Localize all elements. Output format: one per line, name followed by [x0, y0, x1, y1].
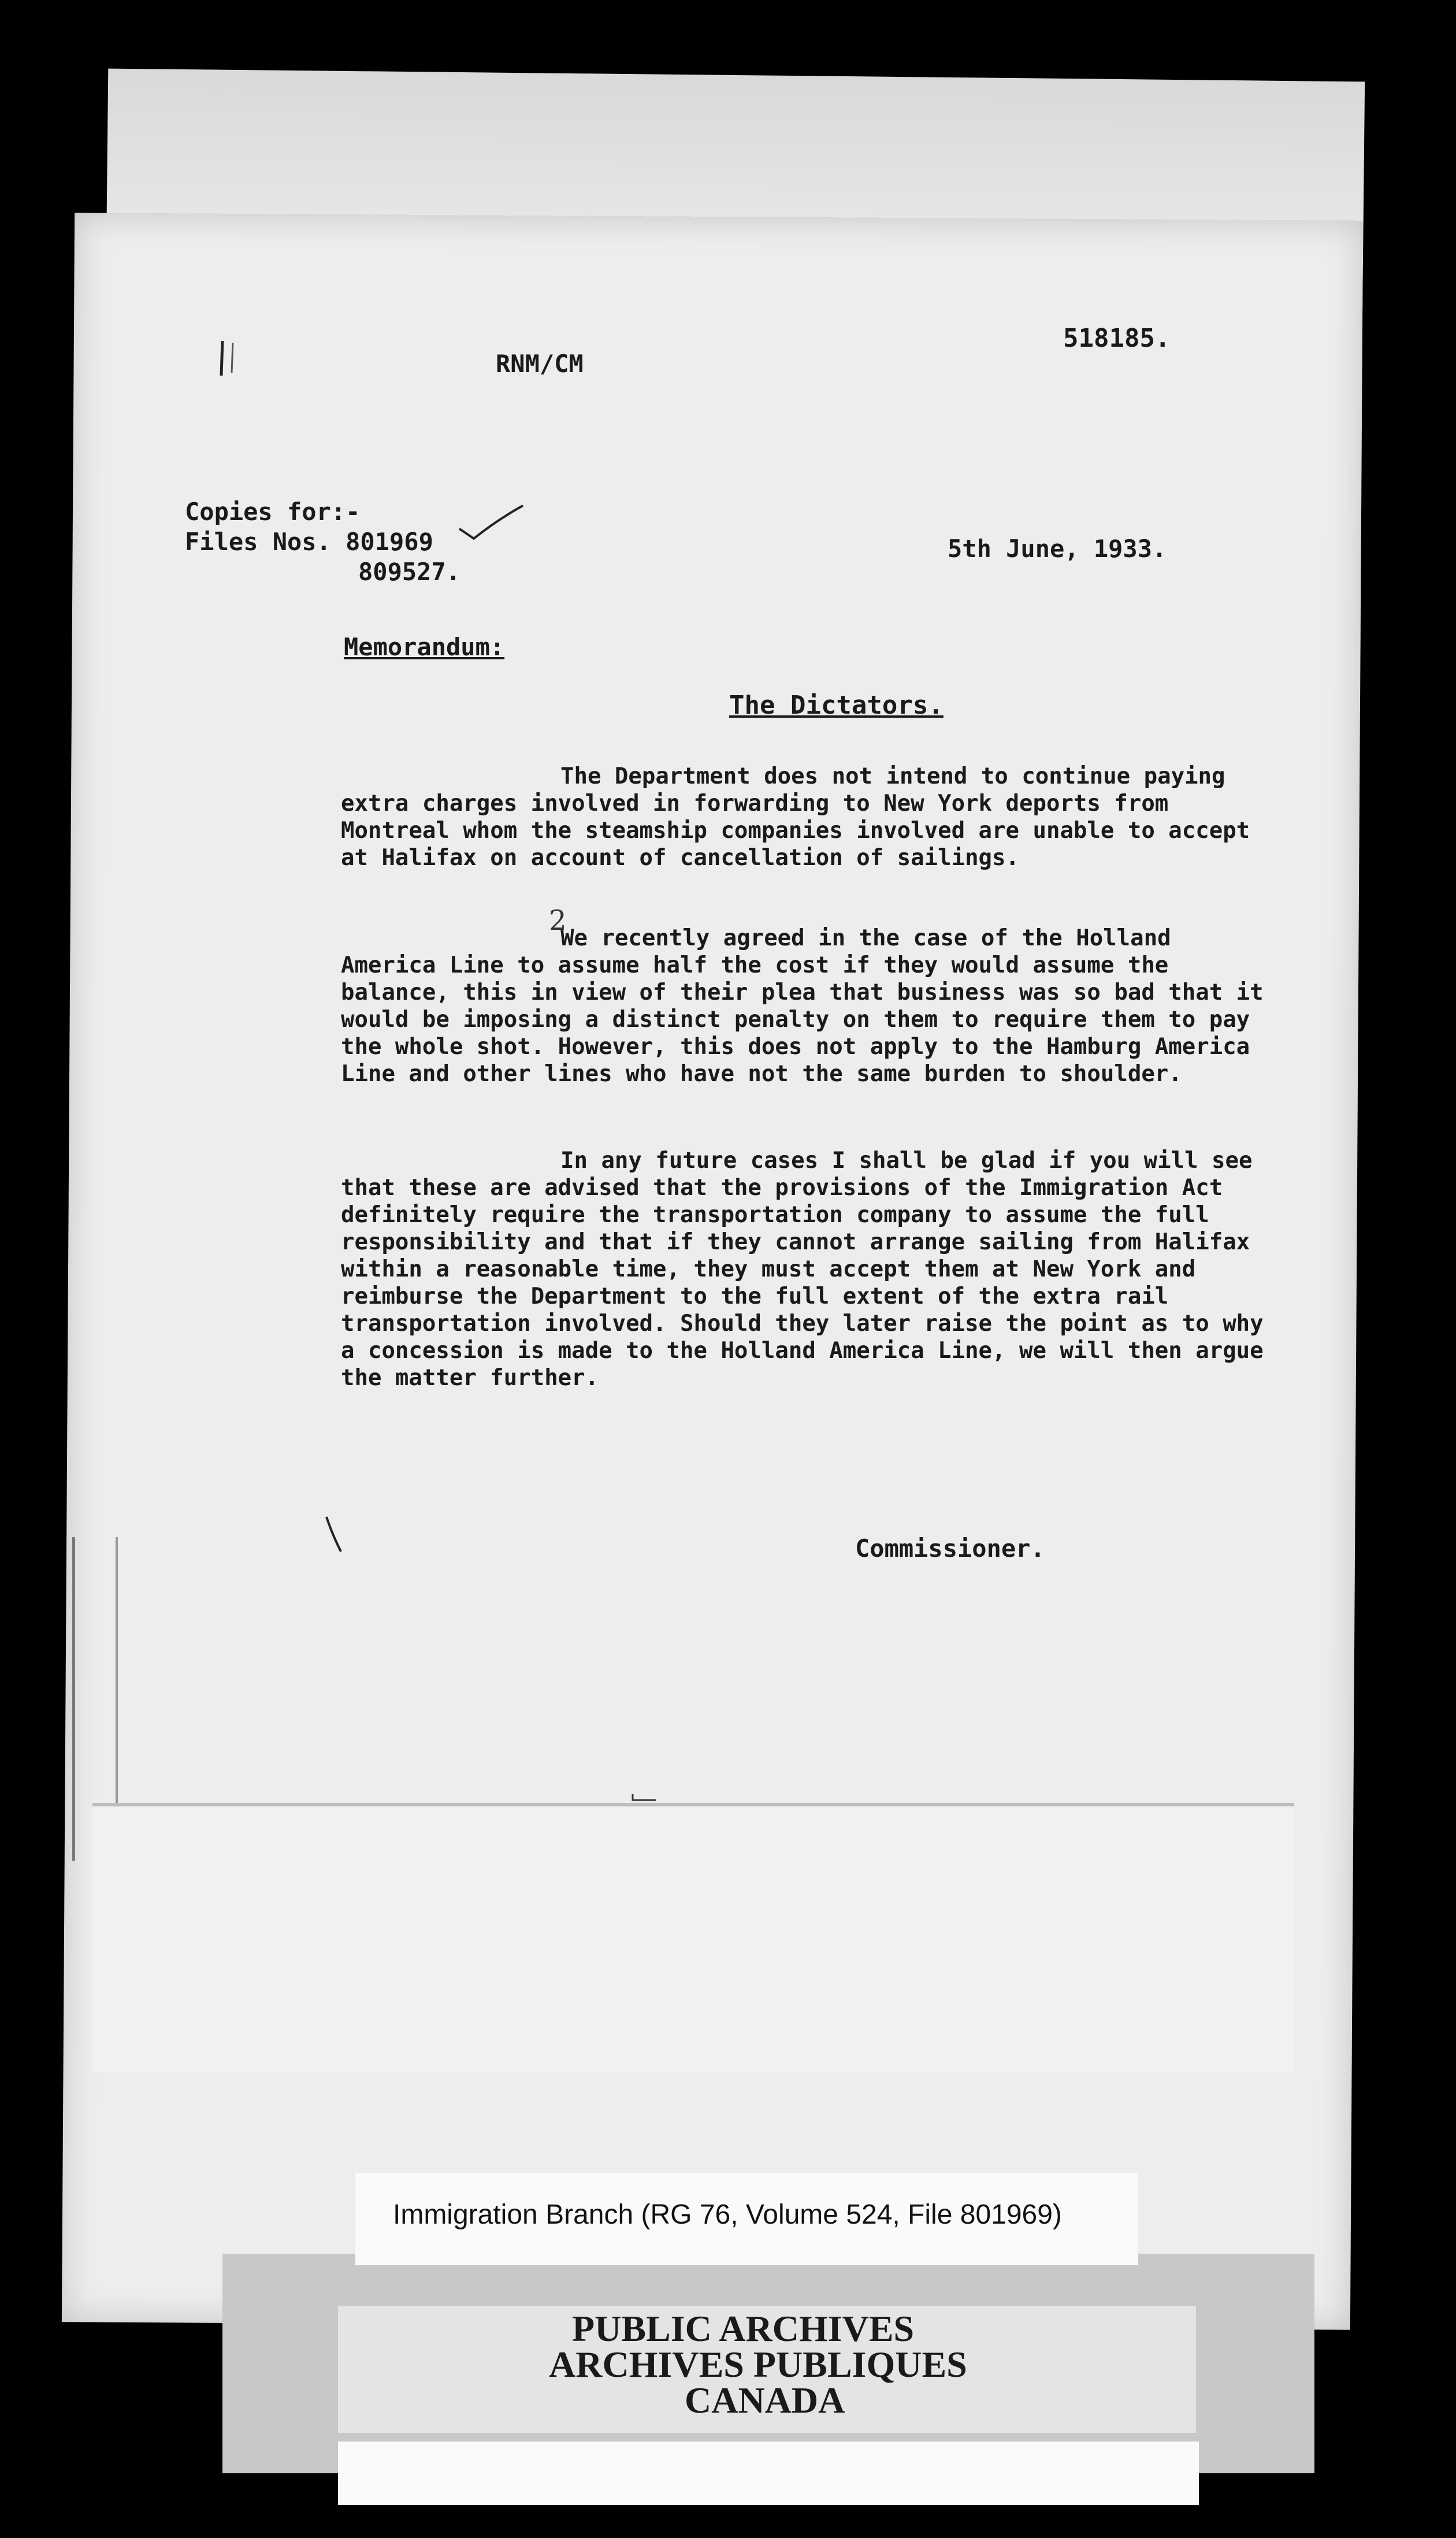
- pencil-mark-icon: [211, 338, 246, 379]
- memo-label: Memorandum:: [344, 633, 505, 661]
- memo-title: The Dictators.: [729, 691, 944, 720]
- copies-line-3: 809527.: [358, 558, 461, 586]
- check-mark-icon: [456, 503, 526, 543]
- catalog-label: Immigration Branch (RG 76, Volume 524, File 801969): [393, 2199, 1062, 2230]
- copies-line-1: Copies for:-: [185, 498, 361, 526]
- paragraph-3-text: In any future cases I shall be glad if you will see that these are advised that the provisions of the Immigration Act definitely require the transportation company to assume the full responsibility and that if they cannot arrange sailing from Halifax within a reasonable time, they must accept them at New York and reimburse the Department to the full extent of the extra rail transportation involved. Should they later raise the point as to why a concession is made to the Holland America Line, we will then argue the matter further.: [341, 1148, 1264, 1391]
- signature-line: Commissioner.: [855, 1534, 1045, 1563]
- memo-date: 5th June, 1933.: [948, 535, 1167, 563]
- pencil-dash-icon: [630, 1791, 659, 1803]
- typist-initials: RNM/CM: [496, 350, 584, 378]
- stamp-line-3: CANADA: [685, 2380, 845, 2421]
- file-reference: 518185.: [1063, 324, 1171, 353]
- paragraph-1-text: The Department does not intend to continue paying extra charges involved in forwarding to New York deports from Montreal whom the steamship companies involved are unable to accept at Halifax on account of cancellation of sailings.: [341, 763, 1250, 871]
- copies-block: [185, 497, 460, 587]
- paragraph-1: [341, 763, 1277, 871]
- paragraph-2-text: We recently agreed in the case of the Holland America Line to assume half the cost if they would assume the balance, this in view of their plea that business was so bad that it would be imposing a distinct penalty on them to require them to pay the whole shot. However, this does not apply to the Hamburg America Line and other lines who have not the same burden to shoulder.: [341, 925, 1264, 1087]
- copies-line-2: Files Nos. 801969: [185, 528, 433, 556]
- margin-handwritten-mark: 2: [549, 904, 567, 937]
- paragraph-2: [341, 925, 1277, 1088]
- pencil-slash-icon: [324, 1514, 347, 1554]
- stamp-line-2: ARCHIVES PUBLIQUES: [549, 2344, 967, 2385]
- paragraph-3: [341, 1147, 1277, 1392]
- stamp-lower-band: [338, 2441, 1199, 2505]
- stamp-line-1: PUBLIC ARCHIVES: [572, 2308, 915, 2349]
- page-lower-fold: [92, 1803, 1294, 2072]
